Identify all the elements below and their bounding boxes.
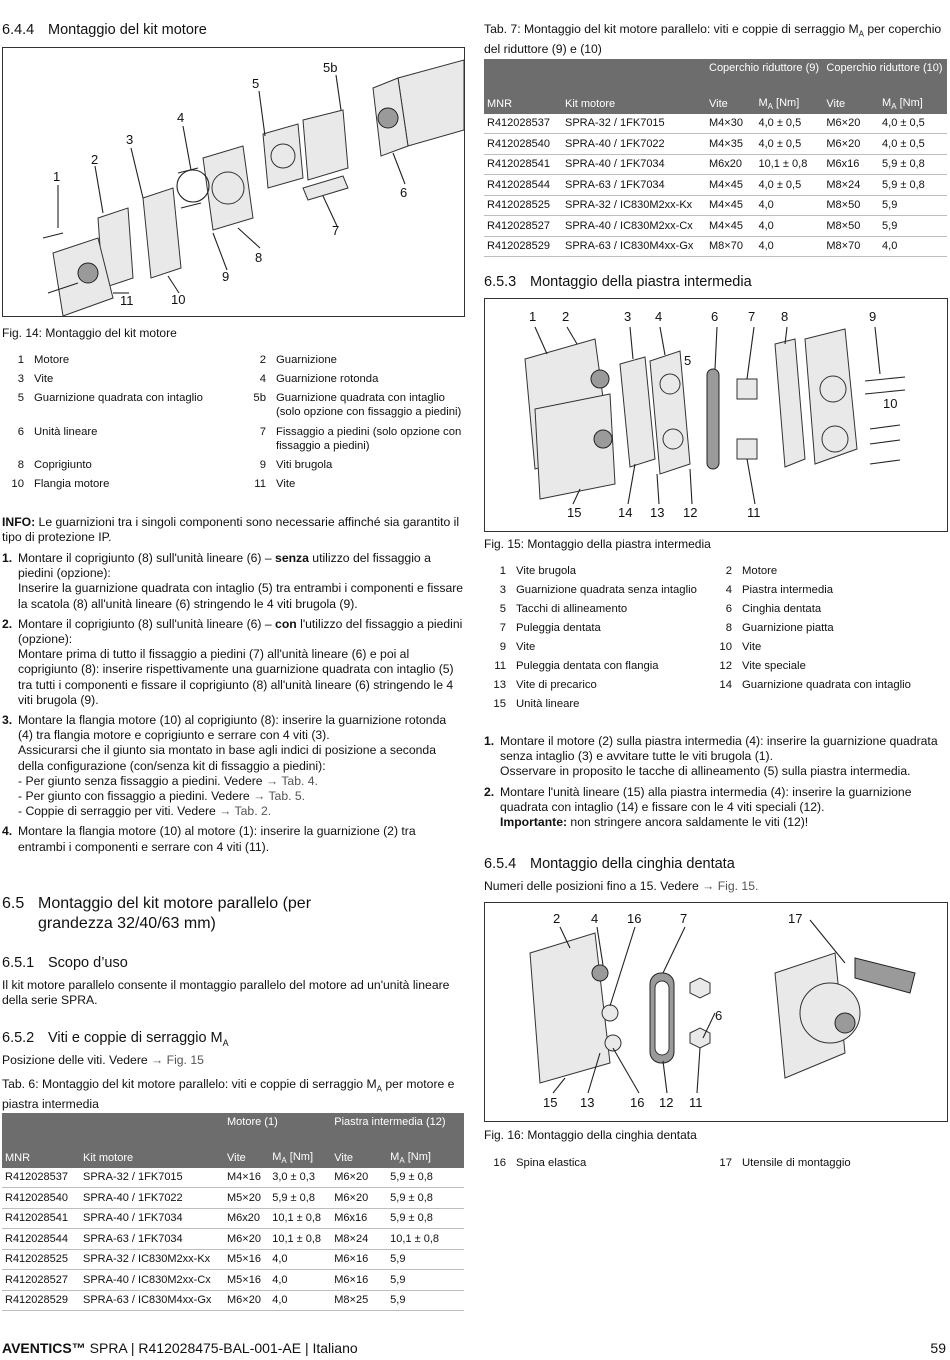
section-heading-6-5-2: 6.5.2 Viti e coppie di serraggio $M_A$ <box>2 1030 229 1048</box>
figure-14-caption: Fig. 14: Montaggio del kit motore <box>2 326 177 340</box>
table-cell: 5,9 <box>879 195 947 216</box>
callout-13: 13 <box>650 505 665 520</box>
table-cell: M8×24 <box>331 1229 387 1250</box>
callout-7: 7 <box>680 911 688 926</box>
table-6 <box>2 1113 464 1311</box>
table-cell: M6×20 <box>823 114 879 134</box>
table-row <box>2 1208 464 1229</box>
callout-9: 9 <box>222 269 230 284</box>
table-cell: M5×16 <box>224 1249 269 1270</box>
callout-8: 8 <box>781 309 789 324</box>
table-cell: M6×20 <box>823 134 879 155</box>
callout-11: 11 <box>689 1095 703 1110</box>
table-cell: SPRA-63 / 1FK7034 <box>562 175 706 196</box>
table-cell: 4,0 <box>879 236 947 257</box>
left-steps <box>2 551 464 855</box>
table-cell: M4×45 <box>706 216 755 237</box>
table-cell: R412028525 <box>484 195 562 216</box>
figure-14 <box>2 47 465 317</box>
table-cell: M8×25 <box>331 1290 387 1311</box>
table-cell: M6×20 <box>331 1168 387 1188</box>
table-cell: R412028540 <box>484 134 562 155</box>
step-2: 2. Montare il coprigiunto (8) sull'unità lineare (6) – con l'utilizzo del fissaggio a piedini (opzione): Montare prima di tutto il fissaggio a piedini (7) all'unità lineare (6) e poi al coprigiunto (8): inserire rispettivamente una guarnizione quadrata con intaglio (5) tra tutti i componenti e fissare il coprigiunto (8) all'unità lineare (6) stringendo le 4 viti brugola (9). <box>2 616 463 707</box>
table-cell: SPRA-32 / 1FK7015 <box>562 114 706 134</box>
table-cell: 5,9 ± 0,8 <box>269 1188 331 1209</box>
table-cell: 10,1 ± 0,8 <box>387 1229 464 1250</box>
table-row <box>484 114 947 134</box>
callout-2: 2 <box>562 309 570 324</box>
callout-12: 12 <box>683 505 698 520</box>
table-row <box>2 1270 464 1291</box>
table-row <box>484 195 947 216</box>
callout-15: 15 <box>543 1095 558 1110</box>
scope-paragraph: Il kit motore parallelo consente il montaggio parallelo del motore ad un'unità lineare della serie SPRA. <box>2 978 450 1008</box>
table-6-body <box>2 1168 464 1311</box>
table-cell: R412028541 <box>2 1208 80 1229</box>
table-cell: M4×45 <box>706 195 755 216</box>
table-cell: SPRA-32 / IC830M2xx-Kx <box>562 195 706 216</box>
info-label: INFO: <box>2 515 36 529</box>
callout-6: 6 <box>400 185 408 200</box>
callout-10: 10 <box>171 292 186 307</box>
callout-4: 4 <box>591 911 599 926</box>
table-cell: 5,9 <box>387 1290 464 1311</box>
callout-12: 12 <box>659 1095 674 1110</box>
table-cell: R412028541 <box>484 154 562 175</box>
callout-4: 4 <box>655 309 663 324</box>
step-3: 3. Montare la flangia motore (10) al coprigiunto (8): inserire la guarnizione rotonda (4) tra flangia motore e coprigiunto e serrare con 4 viti (3). Assicurarsi che il giunto sia montato in base agli indici di posizione a seconda della configurazione (con/senza kit di fissaggio a piedini): - Per giunto senza fissaggio a piedini. Vedere → Tab. 4. - Per giunto con fissaggio a piedini. Vedere → Tab. 5. - Coppie di serraggio per viti. Vedere → Tab. 2. <box>2 713 447 819</box>
table-header-row: MNR Kit motore Vite $M_A$ [Nm] Vite $M_A$ [Nm] <box>484 94 947 114</box>
table-cell: SPRA-32 / 1FK7015 <box>80 1168 224 1188</box>
section-heading-6-5-1: 6.5.1 Scopo d’uso <box>2 955 128 971</box>
table-cell: 10,1 ± 0,8 <box>269 1208 331 1229</box>
table-cell: M8×70 <box>706 236 755 257</box>
table-cell: SPRA-63 / IC830M4xx-Gx <box>80 1290 224 1311</box>
callout-5: 5 <box>252 76 260 91</box>
table-row <box>484 134 947 155</box>
motor-kit-exploded-drawing <box>3 48 464 316</box>
link-tab-2[interactable]: → Tab. 2. <box>219 804 272 819</box>
table-cell: R412028527 <box>2 1270 80 1291</box>
info-paragraph: INFO: Le guarnizioni tra i singoli componenti sono necessarie affinché sia garantito il tipo di protezione IP. <box>2 515 460 545</box>
callout-11: 11 <box>747 505 761 520</box>
table-row <box>484 154 947 175</box>
table-cell: 4,0 <box>755 236 823 257</box>
callout-13: 13 <box>580 1095 595 1110</box>
table-cell: M8×70 <box>823 236 879 257</box>
tab7-caption: Tab. 7: Montaggio del kit motore parallelo: viti e coppie di serraggio $M_A$ per coperchio del riduttore (9) e (10) <box>484 22 942 56</box>
callout-3: 3 <box>126 132 134 147</box>
table-cell: 5,9 ± 0,8 <box>879 175 947 196</box>
table-cell: M6×20 <box>331 1188 387 1209</box>
section-heading-6-5-4: 6.5.4 Montaggio della cinghia dentata <box>484 856 735 872</box>
table-cell: 10,1 ± 0,8 <box>755 154 823 175</box>
callout-3: 3 <box>624 309 632 324</box>
table-cell: SPRA-63 / 1FK7034 <box>80 1229 224 1250</box>
callout-1: 1 <box>529 309 537 324</box>
callout-5b: 5b <box>323 60 338 75</box>
page-number: 59 <box>930 1340 946 1356</box>
callout-1: 1 <box>53 169 61 184</box>
table-cell: M4×30 <box>706 114 755 134</box>
section-heading-6-5: 6.5 Montaggio del kit motore parallelo (per grandezza 32/40/63 mm) <box>2 895 312 932</box>
callout-9: 9 <box>869 309 877 324</box>
table-cell: M6x20 <box>706 154 755 175</box>
column-group-cover-10: Coperchio riduttore (10) <box>823 59 947 94</box>
section-heading-6-5-3: 6.5.3 Montaggio della piastra intermedia <box>484 274 752 290</box>
footer-doc-info: AVENTICS™ SPRA | R412028475-BAL-001-AE | Italiano <box>2 1340 358 1356</box>
table-cell: R412028540 <box>2 1188 80 1209</box>
table-cell: 5,9 <box>387 1249 464 1270</box>
intermediate-plate-exploded-drawing <box>485 299 947 531</box>
belt-paragraph: Numeri delle posizioni fino a 15. Vedere → Fig. 15. <box>484 879 759 893</box>
link-tab-5[interactable]: → Tab. 5. <box>253 789 306 804</box>
table-cell: M8×50 <box>823 216 879 237</box>
callout-6: 6 <box>711 309 719 324</box>
figure-15-caption: Fig. 15: Montaggio della piastra intermedia <box>484 537 711 551</box>
table-cell: M6x16 <box>823 154 879 175</box>
table-row <box>2 1188 464 1209</box>
callout-8: 8 <box>255 250 263 265</box>
table-row <box>484 236 947 257</box>
column-group-intermediate-plate: Piastra intermedia (12) <box>331 1113 464 1148</box>
callout-17: 17 <box>788 911 803 926</box>
table-cell: M8×24 <box>823 175 879 196</box>
column-group-cover-9: Coperchio riduttore (9) <box>706 59 823 94</box>
table-cell: R412028544 <box>2 1229 80 1250</box>
callout-2: 2 <box>91 152 99 167</box>
table-row <box>484 216 947 237</box>
table-cell: R412028537 <box>484 114 562 134</box>
step-4: 4. Montare la flangia motore (10) al motore (1): inserire la guarnizione (2) tra entrambi i componenti e serrare con 4 viti (11). <box>2 824 416 854</box>
table-cell: M6×16 <box>331 1249 387 1270</box>
callout-6: 6 <box>715 1008 723 1023</box>
tab6-caption: Tab. 6: Montaggio del kit motore parallelo: viti e coppie di serraggio $M_A$ per motore e piastra intermedia <box>2 1077 455 1111</box>
table-cell: SPRA-40 / 1FK7022 <box>562 134 706 155</box>
table-cell: 4,0 ± 0,5 <box>755 114 823 134</box>
screw-position-paragraph: Posizione delle viti. Vedere → Fig. 15 <box>2 1053 204 1067</box>
table-cell: M6×20 <box>224 1229 269 1250</box>
step-2: 2. Montare l'unità lineare (15) alla piastra intermedia (4): inserire la guarnizione quadrata con intaglio (14) e fissare con le 4 viti speciali (12). Importante: non stringere ancora saldamente le viti (12)! <box>484 784 912 830</box>
table-group-header-row <box>2 1113 464 1148</box>
table-cell: M5×20 <box>224 1188 269 1209</box>
table-row <box>484 175 947 196</box>
table-cell: 3,0 ± 0,3 <box>269 1168 331 1188</box>
table-cell: 4,0 ± 0,5 <box>879 114 947 134</box>
table-cell: SPRA-40 / 1FK7034 <box>562 154 706 175</box>
table-cell: 5,9 <box>879 216 947 237</box>
table-row <box>2 1229 464 1250</box>
callout-7: 7 <box>332 223 340 238</box>
table-cell: 10,1 ± 0,8 <box>269 1229 331 1250</box>
section-heading-6-4-4 <box>2 22 207 38</box>
callout-16-bottom: 16 <box>630 1095 645 1110</box>
table-cell: SPRA-32 / IC830M2xx-Kx <box>80 1249 224 1270</box>
link-fig-15[interactable]: → Fig. 15. <box>702 879 759 893</box>
table-cell: R412028529 <box>484 236 562 257</box>
table-header-row: MNR Kit motore Vite $M_A$ [Nm] Vite $M_A$ [Nm] <box>2 1148 464 1168</box>
table-7 <box>484 59 947 257</box>
table-cell: 4,0 <box>755 216 823 237</box>
brand-name: AVENTICS™ <box>2 1340 86 1356</box>
figure-16-caption: Fig. 16: Montaggio della cinghia dentata <box>484 1128 697 1142</box>
table-row <box>2 1249 464 1270</box>
table-cell: 5,9 <box>387 1270 464 1291</box>
column-group-motor: Motore (1) <box>224 1113 331 1148</box>
table-cell: M8×50 <box>823 195 879 216</box>
callout-11: 11 <box>120 293 134 308</box>
callout-16: 16 <box>627 911 642 926</box>
callout-5: 5 <box>684 353 692 368</box>
callout-15: 15 <box>567 505 582 520</box>
table-cell: M6x20 <box>224 1208 269 1229</box>
table-cell: SPRA-40 / IC830M2xx-Cx <box>562 216 706 237</box>
callout-10: 10 <box>883 396 898 411</box>
step-1: 1. Montare il motore (2) sulla piastra intermedia (4): inserire la guarnizione quadrata senza intaglio (3) e avvitare tutte le viti brugola (1). Osservare in proposito le tacche di allineamento (5) sulla piastra intermedia. <box>484 734 938 779</box>
table-cell: M6×20 <box>224 1290 269 1311</box>
table-cell: 4,0 <box>269 1270 331 1291</box>
table-cell: 4,0 ± 0,5 <box>755 175 823 196</box>
figure-15 <box>484 298 948 532</box>
table-cell: 5,9 ± 0,8 <box>879 154 947 175</box>
table-cell: R412028544 <box>484 175 562 196</box>
section-number: 6.4.4 <box>2 22 35 38</box>
callout-4: 4 <box>177 110 185 125</box>
table-cell: 4,0 <box>269 1249 331 1270</box>
table-cell: 4,0 <box>755 195 823 216</box>
figure-15-legend: 1 Vite brugola 2 Motore 3 Guarnizione quadrata senza intaglio 4 Piastra intermedia 5 Tacchi di allineamento 6 Cinghia dentata 7 Puleggia dentata 8 Guarnizione piatta 9 Vite 10 Vite 11 Puleggia dentata con flangia 12 Vite speciale 13 Vite di precarico 14 Guarnizione quadrata con intaglio 15 Unità lineare <box>493 565 911 710</box>
table-cell: R412028537 <box>2 1168 80 1188</box>
table-cell: M4×35 <box>706 134 755 155</box>
table-cell: 4,0 <box>269 1290 331 1311</box>
step-1: 1. Montare il coprigiunto (8) sull'unità lineare (6) – senza utilizzo del fissaggio a piedini (opzione): Inserire la guarnizione quadrata con intaglio (5) tra entrambi i componenti e fissare la scatola (8) all'unità lineare (6) stringendo le 4 viti brugola (9). <box>2 551 464 611</box>
figure-14-legend: 1 Motore 2 Guarnizione 3 Vite 4 Guarnizione rotonda 5 Guarnizione quadrata con intaglio 5b Guarnizione quadrata con intaglio (solo opzione con fissaggio a piedini) 6 Unità lineare 7 Fissaggio a piedini (solo opzione con fissaggio a piedini) 8 Coprigiunto 9 Viti brugola 10 Flangia motore 11 Vite <box>11 354 462 490</box>
table-cell: SPRA-40 / IC830M2xx-Cx <box>80 1270 224 1291</box>
table-cell: SPRA-40 / 1FK7034 <box>80 1208 224 1229</box>
table-cell: 4,0 ± 0,5 <box>879 134 947 155</box>
table-cell: 4,0 ± 0,5 <box>755 134 823 155</box>
table-cell: R412028527 <box>484 216 562 237</box>
table-cell: M4×16 <box>224 1168 269 1188</box>
callout-14: 14 <box>618 505 633 520</box>
link-fig-15[interactable]: → Fig. 15 <box>151 1053 204 1067</box>
table-cell: SPRA-63 / IC830M4xx-Gx <box>562 236 706 257</box>
table-cell: M6×16 <box>331 1270 387 1291</box>
table-row <box>2 1290 464 1311</box>
table-cell: SPRA-40 / 1FK7022 <box>80 1188 224 1209</box>
table-row <box>2 1168 464 1188</box>
table-group-header-row <box>484 59 947 94</box>
callout-2: 2 <box>553 911 561 926</box>
table-cell: M5×16 <box>224 1270 269 1291</box>
table-7-body <box>484 114 947 257</box>
figure-16-legend: 16 Spina elastica 17 Utensile di montaggio <box>493 1157 851 1169</box>
link-tab-4[interactable]: → Tab. 4. <box>265 773 318 788</box>
table-cell: M4×45 <box>706 175 755 196</box>
figure-16 <box>484 902 948 1122</box>
table-cell: M6x16 <box>331 1208 387 1229</box>
table-cell: 5,9 ± 0,8 <box>387 1208 464 1229</box>
callout-7: 7 <box>748 309 756 324</box>
table-cell: 5,9 ± 0,8 <box>387 1168 464 1188</box>
table-cell: R412028525 <box>2 1249 80 1270</box>
right-steps <box>484 734 946 830</box>
section-title: Montaggio del kit motore <box>48 22 207 38</box>
table-cell: R412028529 <box>2 1290 80 1311</box>
table-cell: 5,9 ± 0,8 <box>387 1188 464 1209</box>
